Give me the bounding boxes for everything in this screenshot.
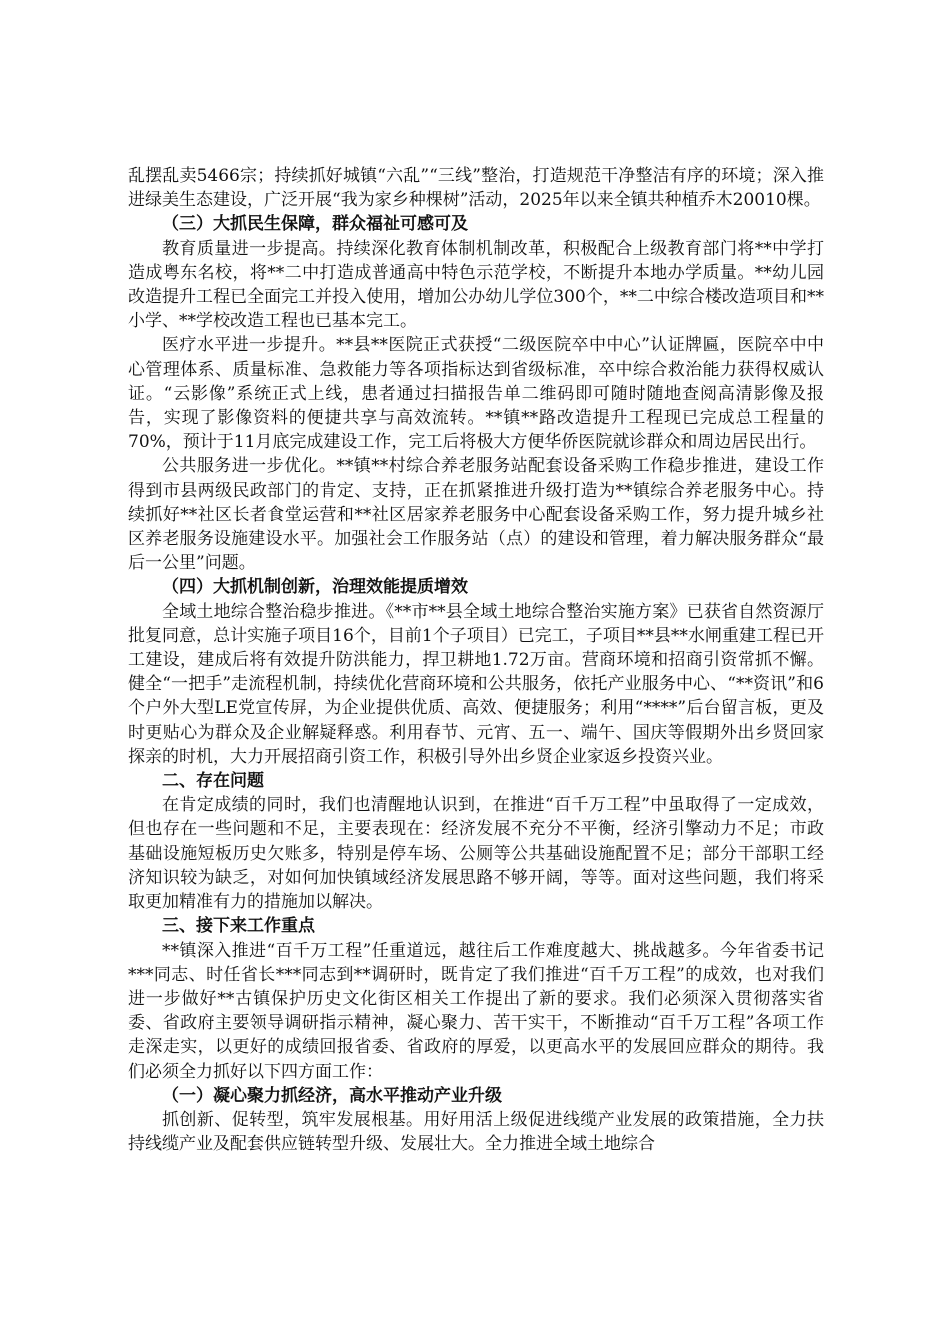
section-heading-4: （四）大抓机制创新，治理效能提质增效 [162,577,468,598]
section-heading-3: （三）大抓民生保障，群众福祉可感可及 [162,214,468,235]
paragraph-medical: 医疗水平进一步提升。**县**医院正式获授“二级医院卒中中心”认证牌匾，医院卒中中心管理体系、质量标准、急救能力等各项指标达到省级标准，卒中综合救治能力获得权威认证。“云影像”系统正式上线，患者通过扫描报告单二维码即可随时随地查阅高清影像及报告，实现了影像资料的便捷共享与高效流转。**镇**路改造提升工程现已完成总工程量的70%，预计于11月底完成建设工作，完工后将极大方便华侨医院就诊群众和周边居民出行。 [128,335,824,453]
paragraph-next-steps: **镇深入推进“百千万工程”任重道远，越往后工作难度越大、挑战越多。今年省委书记***同志、时任省长***同志到**调研时，既肯定了我们推进“百千万工程”的成效，也对我们进一步做好**古镇保护历史文化街区相关工作提出了新的要求。我们必须深入贯彻落实省委、省政府主要领导调研指示精神，凝心聚力、苦干实干，不断推动“百千万工程”各项工作走深走实，以更好的成绩回报省委、省政府的厚爱，以更高水平的发展回应群众的期待。我们必须全力抓好以下四方面工作： [128,940,824,1082]
paragraph-public-service: 公共服务进一步优化。**镇**村综合养老服务站配套设备采购工作稳步推进，建设工作得到市县两级民政部门的肯定、支持，正在抓紧推进升级打造为**镇综合养老服务中心。持续抓好**社区长者食堂运营和**社区居家养老服务中心配套设备采购工作，努力提升城乡社区养老服务设施建设水平。加强社会工作服务站（点）的建设和管理，着力解决服务群众“最后一公里”问题。 [128,456,824,574]
paragraph-land-reform: 全域土地综合整治稳步推进。《**市**县全域土地综合整治实施方案》已获省自然资源厅批复同意，总计实施子项目16个，目前1个子项目）已完工，子项目**县**水闸重建工程已开工建设，建成后将有效提升防洪能力，捍卫耕地1.72万亩。营商环境和招商引资常抓不懈。健全“一把手”走流程机制，持续优化营商环境和公共服务，依托产业服务中心、“**资讯”和6个户外大型LE党宣传屏，为企业提供优质、高效、便捷服务；利用“****”后台留言板，更及时更贴心为群众及企业解疑释惑。利用春节、元宵、五一、端午、国庆等假期外出乡贤回家探亲的时机，大力开展招商引资工作，积极引导外出乡贤企业家返乡投资兴业。 [128,601,824,767]
paragraph-problems: 在肯定成绩的同时，我们也清醒地认识到，在推进“百千万工程”中虽取得了一定成效，但也存在一些问题和不足，主要表现在：经济发展不充分不平衡，经济引擎动力不足；市政基础设施短板历史欠账多，特别是停车场、公厕等公共基础设施配置不足；部分干部职工经济知识较为缺乏，对如何加快镇域经济发展思路不够开阔，等等。面对这些问题，我们将采取更加精准有力的措施加以解决。 [128,795,824,913]
document-page [128,164,824,1156]
heading-next-steps: 三、接下来工作重点 [162,916,315,937]
heading-problems: 二、存在问题 [162,771,264,792]
paragraph-education: 教育质量进一步提高。持续深化教育体制机制改革，积极配合上级教育部门将**中学打造成粤东名校，将**二中打造成普通高中特色示范学校，不断提升本地办学质量。**幼儿园改造提升工程已全面完工并投入使用，增加公办幼儿学位300个，**二中综合楼改造项目和**小学、**学校改造工程也已基本完工。 [128,238,824,332]
paragraph-continued: 乱摆乱卖5466宗；持续抓好城镇“六乱”“三线”整治，打造规范干净整洁有序的环境；深入推进绿美生态建设，广泛开展“我为家乡种棵树”活动，2025年以来全镇共种植乔木20010棵。 [128,166,824,211]
subheading-economy: （一）凝心聚力抓经济，高水平推动产业升级 [162,1085,502,1106]
paragraph-innovation: 抓创新、促转型，筑牢发展根基。用好用活上级促进线缆产业发展的政策措施，全力扶持线缆产业及配套供应链转型升级、发展壮大。全力推进全域土地综合 [128,1109,824,1155]
